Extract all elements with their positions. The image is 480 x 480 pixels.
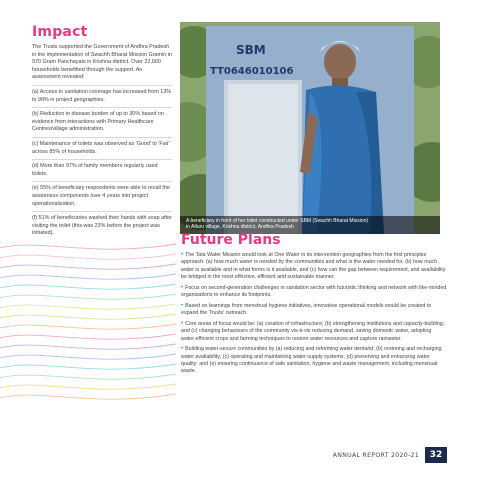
impact-point-f: (f) 51% of beneficiaries washed their hands with soap after visiting the toilet (this was 23% before the project was initiated). — [32, 215, 172, 237]
bullet-icon: • — [181, 284, 184, 291]
sign-code-text: TT0646010106 — [210, 66, 294, 77]
impact-heading: Impact — [32, 24, 88, 40]
beneficiary-photo — [180, 22, 440, 234]
impact-intro: The Trusts supported the Government of Andhra Pradesh in the implementation of Swachh Bharat Mission Gramin in 970 Gram Panchayats in Krishna district. Over 22,000 households benefitted through the support. An assessment revealed: — [32, 44, 172, 81]
divider — [32, 159, 172, 160]
page-footer — [333, 447, 447, 463]
list-item — [181, 285, 447, 300]
impact-point-a: (a) Access to sanitation coverage has increased from 13% to 99% in project geographies. — [32, 88, 172, 103]
divider — [32, 85, 172, 86]
impact-point-e: (e) 55% of beneficiary respondents were able to recall the awareness components over 4 years into project operationalisation. — [32, 185, 170, 207]
report-label: ANNUAL REPORT 2020-21 — [332, 451, 419, 459]
list-item-text: Core areas of focus would be: (a) creation of infrastructure; (b) strengthening institutions and capacity-building; and (c) changing behaviours of the community vis-à-vis reducing demand, saving domestic water, adopting water-efficient crops and farming techniques to restore water resources and capture rainwater. — [181, 320, 445, 342]
future-plans-list — [181, 252, 447, 379]
list-item-text: Based on learnings from menstrual hygiene initiatives, innovative operational models would be created to expand the Trusts' outreach. — [181, 302, 432, 317]
bullet-icon: • — [181, 320, 184, 327]
decorative-waves — [0, 238, 176, 438]
list-item-text: Focus on second-generation challenges in sanitation sector with futuristic thinking and network with like-minded organisations to enhance its footprints. — [181, 284, 447, 299]
impact-point-b: (b) Reduction in disease burden of up to 30% based on evidence from interactions with Primary Healthcare Centres/village administration. — [32, 111, 164, 133]
bullet-icon: • — [181, 346, 184, 353]
divider — [32, 107, 172, 108]
bullet-icon: • — [181, 252, 184, 258]
divider — [32, 211, 172, 212]
photo-illustration — [180, 22, 440, 234]
impact-section — [32, 24, 172, 241]
list-item — [181, 321, 447, 343]
list-item — [181, 252, 447, 282]
impact-point-c: (c) Maintenance of toilets was observed as 'Good' to 'Fair' across 85% of households. — [32, 140, 170, 155]
caption-line-1: A beneficiary in front of her toilet constructed under SBM (Swachh Bharat Mission) — [186, 217, 369, 224]
impact-point-d: (d) More than 97% of family members regularly used toilets. — [32, 163, 158, 177]
page-number: 32 — [425, 447, 447, 463]
list-item-text: The Tata Water Mission would look at One Water in its intervention geographies from the first principles approach: (a) how much water is needed by the communities and what is the water needed for, (b) how much water is available and in what forms is it available, and (c) how can the gap between requirement, and availability be bridged in the most effective, efficient and sustainable manner. — [181, 252, 446, 281]
divider — [32, 137, 172, 138]
list-item — [181, 303, 447, 318]
list-item-text: Building water-secure communities by (a) reducing and reforming water demand; (b) restoring and recharging water availability; (c) operating and maintaining water supply systems; (d) preserving and enhancing water quality; and (e) ensuring continuance of safe sanitation, hygiene and waste management, including menstrual waste. — [181, 346, 442, 375]
sign-top-text: SBM — [236, 43, 266, 57]
future-plans-heading: Future Plans — [181, 232, 281, 248]
divider — [32, 181, 172, 182]
bullet-icon: • — [181, 302, 184, 309]
list-item — [181, 346, 447, 376]
caption-line-2: in Atluru village, Krishna district, Andhra Pradesh — [186, 224, 294, 231]
